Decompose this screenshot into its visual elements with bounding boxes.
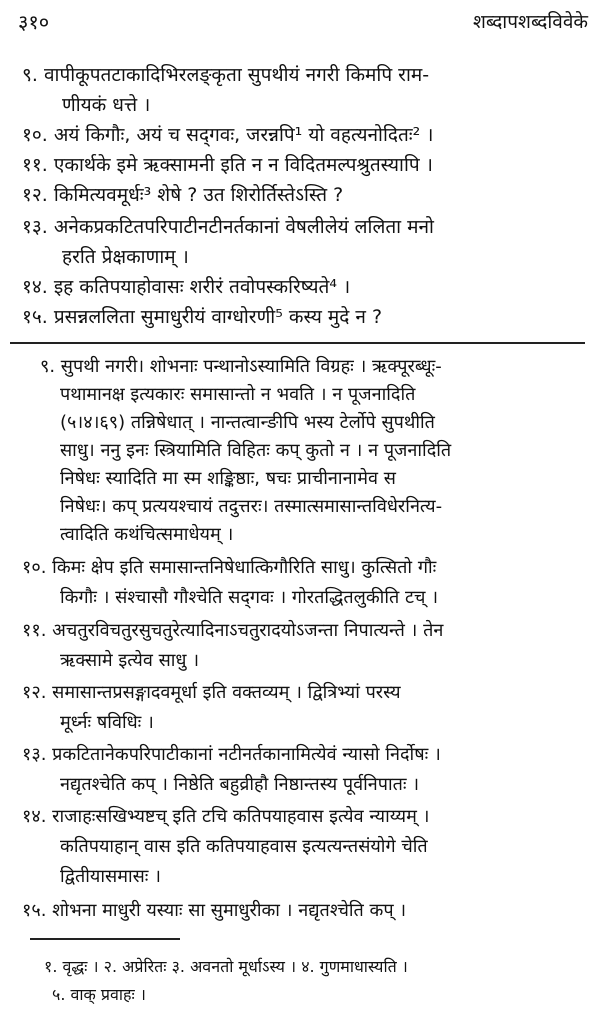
commentary-line: मूर्ध्नः षविधिः । xyxy=(60,712,154,733)
example-9-line-2: णीयकं धत्ते । xyxy=(62,94,151,116)
commentary-line: निषेधः स्यादिति मा स्म शङ्किष्ठाः, षचः प्राचीनानामेव स xyxy=(60,468,396,489)
footnote-line: ५. वाक् प्रवाहः । xyxy=(52,985,146,1004)
commentary-line: ऋक्सामे इत्येव साधु । xyxy=(60,650,200,671)
commentary-line: १४. राजाहःसखिभ्यष्टच् इति टचि कतिपयाहवास इत्येव न्याय्यम् । xyxy=(22,806,430,827)
page-number: ३१० xyxy=(18,10,50,34)
commentary-line: (५।४।६९) तन्निषेधात् । नान्तत्वान्ङीपि भस्य टेर्लोपे सुपथीति xyxy=(60,412,435,433)
commentary-line: १५. शोभना माधुरी यस्याः सा सुमाधुरीका । नद्यृतश्चेति कप् । xyxy=(22,900,407,921)
example-12: १२. किमित्यवमूर्धः³ शेषे ? उत शिरोर्तिस्तेऽस्ति ? xyxy=(22,184,344,206)
commentary-line: १३. प्रकटितानेकपरिपाटीकानां नटीनर्तकानामित्येवं न्यासो निर्दोषः । xyxy=(22,744,441,765)
example-9-line-1: ९. वापीकूपतटाकादिभिरलङ्कृता सुपथीयं नगरी किमपि राम- xyxy=(22,64,430,86)
footnote-divider xyxy=(30,938,180,940)
commentary-line: नद्यृतश्चेति कप् । निष्ठेति बहुव्रीहौ निष्ठान्तस्य पूर्वनिपातः । xyxy=(60,774,420,795)
example-13-line-1: १३. अनेकप्रकटितपरिपाटीनटीनर्तकानां वेषलीलेयं ललिता मनो xyxy=(22,216,434,238)
example-15: १५. प्रसन्नललिता सुमाधुरीयं वाग्धोरणी⁵ कस्य मुदे न ? xyxy=(22,306,383,328)
commentary-line: १२. समासान्तप्रसङ्गादवमूर्धा इति वक्तव्यम् । द्वित्रिभ्यां परस्य xyxy=(22,682,401,703)
example-13-line-2: हरति प्रेक्षकाणाम् । xyxy=(62,246,189,268)
commentary-line: द्वितीयासमासः । xyxy=(60,866,161,887)
running-title: शब्दापशब्दविवेके xyxy=(472,11,588,33)
commentary-line: किगौः । संश्चासौ गौश्चेति सद्‌गवः । गोरतद्धितलुकीति टच् । xyxy=(60,587,439,608)
commentary-line: १०. किमः क्षेप इति समासान्तनिषेधात्किगौरिति साधु। कुत्सितो गौः xyxy=(22,557,437,578)
example-10: १०. अयं किगौः, अयं च सद्‌गवः, जरन्नपि¹ यो वहत्यनोदितः² । xyxy=(22,124,434,146)
page-header xyxy=(12,6,588,36)
commentary-line: त्वादिति कथंचित्समाधेयम् । xyxy=(60,524,234,545)
commentary-line: साधु। ननु इनः स्त्रियामिति विहितः कप् कुतो न । न पूजनादिति xyxy=(60,440,452,461)
commentary-line: पथामानक्ष इत्यकारः समासान्तो न भवति । न पूजनादिति xyxy=(60,384,416,405)
commentary-line: ११. अचतुरविचतुरसुचतुरेत्यादिनाऽचतुरादयोऽजन्ता निपात्यन्ते । तेन xyxy=(22,620,444,641)
example-14: १४. इह कतिपयाहोवासः शरीरं तवोपस्करिष्यते⁴ । xyxy=(22,276,351,298)
example-11: ११. एकार्थके इमे ऋक्सामनी इति न न विदितमल्पश्रुतस्यापि । xyxy=(22,154,433,176)
footnote-line: १. वृद्धः । २. अप्रेरितः ३. अवनतो मूर्धाऽस्य । ४. गुणमाधास्यति । xyxy=(44,957,408,976)
section-divider xyxy=(10,342,585,344)
commentary-line: निषेधः। कप् प्रत्ययश्चायं तदुत्तरः। तस्मात्समासान्तविधेरनित्य- xyxy=(60,496,443,517)
commentary-line: ९. सुपथी नगरी। शोभनाः पन्थानोऽस्यामिति विग्रहः । ऋक्पूरब्धूः- xyxy=(40,356,442,377)
commentary-line: कतिपयाहान् वास इति कतिपयाहवास इत्यत्यन्तसंयोगे चेति xyxy=(60,836,428,857)
